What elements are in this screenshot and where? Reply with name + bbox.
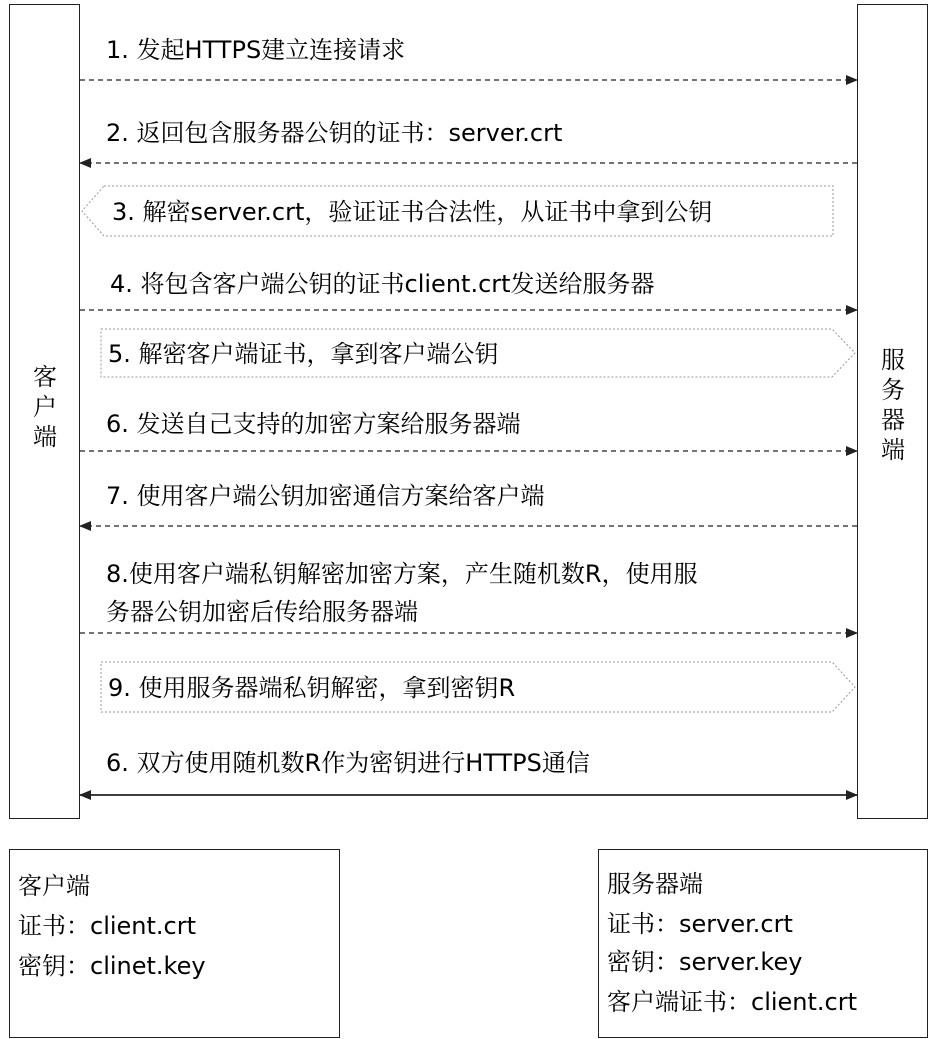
server-keys-key: 密钥：server.key <box>607 948 803 976</box>
message-step-6: 6. 发送自己支持的加密方案给服务器端 <box>106 410 521 438</box>
server-keys-title: 服务器端 <box>607 870 703 898</box>
client-keys-box <box>9 849 340 1038</box>
server-keys-cert: 证书：server.crt <box>607 910 793 938</box>
note-step-5: 5. 解密客户端证书，拿到客户端公钥 <box>108 340 499 368</box>
server-keys-client-cert: 客户端证书：client.crt <box>607 988 858 1016</box>
note-step-3: 3. 解密server.crt，验证证书合法性，从证书中拿到公钥 <box>112 198 713 226</box>
server-keys-box <box>598 849 928 1038</box>
message-step-8-line-1: 8.使用客户端私钥解密加密方案，产生随机数R，使用服 <box>106 560 698 588</box>
client-lane-label: 客 户 端 <box>33 363 57 451</box>
client-keys-cert: 证书：client.crt <box>18 912 197 940</box>
message-step-both: 6. 双方使用随机数R作为密钥进行HTTPS通信 <box>106 749 590 777</box>
message-step-2: 2. 返回包含服务器公钥的证书：server.crt <box>106 119 563 147</box>
message-step-8-line-2: 务器公钥加密后传给服务器端 <box>106 598 418 626</box>
note-step-9: 9. 使用服务器端私钥解密，拿到密钥R <box>108 674 516 702</box>
message-step-7: 7. 使用客户端公钥加密通信方案给客户端 <box>106 482 545 510</box>
client-keys-key: 密钥：clinet.key <box>18 952 206 980</box>
message-step-4: 4. 将包含客户端公钥的证书client.crt发送给服务器 <box>110 270 655 298</box>
server-lane-label: 服 务 器 端 <box>881 346 905 464</box>
message-step-1: 1. 发起HTTPS建立连接请求 <box>106 36 406 64</box>
client-keys-title: 客户端 <box>18 872 90 900</box>
